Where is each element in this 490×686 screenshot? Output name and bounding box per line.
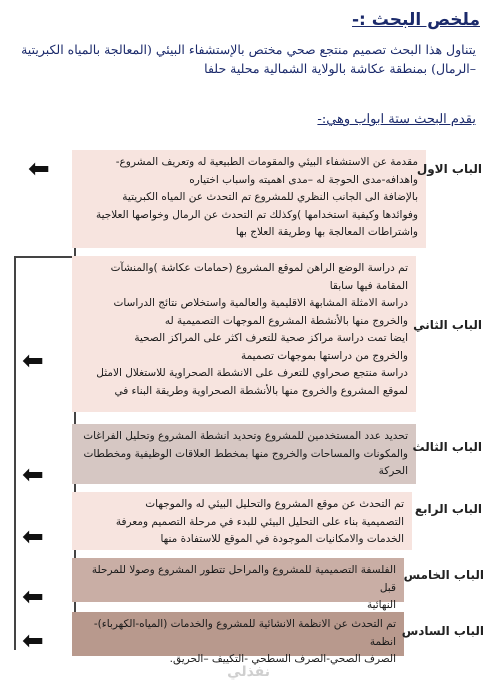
chapter-6-label: الباب السادس [401, 624, 484, 638]
chapter-5-line: النهائية [366, 599, 396, 611]
connector-horizontal-line [14, 256, 74, 258]
chapters-subheading: يقدم البحث ستة ابواب وهي:- [317, 112, 476, 127]
chapter-4-label: الباب الرابع [414, 502, 482, 516]
chapter-5-label: الباب الخامس [403, 568, 484, 582]
chapter-4-box [72, 492, 412, 550]
chapter-5-line: الفلسفة التصميمية للمشروع والمراحل تتطور المشروع وصولا للمرحلة قبل [91, 564, 396, 594]
chapter-4-line: تم التحدث عن موقع المشروع والتحليل البيئي له والموجهات [145, 498, 404, 510]
chapter-3-label: الباب الثالث [412, 440, 482, 454]
arrow-left-icon: ⬅ [22, 346, 44, 376]
chapter-2-line: دراسة الامثلة المشابهة الاقليمية والعالمية واستخلاص نتائج الدراسات [113, 297, 408, 309]
chapter-2-line: والخروج من دراستها بموجهات تصميمة [240, 349, 408, 362]
chapter-2-line: والخروج منها بالأنشطة المشروع الموجهات التصميمية له [164, 314, 408, 327]
chapter-2-line: تم دراسة الوضع الراهن لموقع المشروع (حمامات عكاشة )والمنشآت [110, 262, 408, 274]
watermark: نفذلي [227, 664, 270, 680]
chapter-2-line: المقامة فيها سابقا [329, 279, 408, 292]
chapter-6-line: تم التحدث عن الانظمة الانشائية للمشروع والخدمات (المياه-الكهرباء)-انظمة [93, 618, 396, 648]
intro-paragraph: يتناول هذا البحث تصميم منتجع صحي مختص بالإستشفاء البيئي (المعالجة بالمياه الكبريتية –الرمال) بمنطقة عكاشة بالولاية الشمالية محلية حلفا [21, 42, 476, 76]
arrow-left-icon: ⬅ [22, 626, 44, 656]
chapter-1-line: واهدافه-مدى الحوجة له –مدى اهميته واسباب اختياره [189, 173, 418, 186]
chapter-3-box [72, 424, 416, 484]
chapter-1-line: واشتراطات المعالجة بها وطريقة العلاج بها [235, 226, 418, 238]
connector-vertical-line [14, 256, 16, 650]
chapter-2-line: لموقع المشروع والخروج منها بالأنشطة الصحراوية وطريقة البناء في [114, 384, 408, 397]
page-title: ملخص البحث :- [352, 10, 480, 30]
arrow-left-icon: ⬅ [28, 154, 50, 184]
chapter-1-box [72, 150, 426, 248]
chapter-1-line: مقدمة عن الاستشفاء البيئي والمقومات الطبيعية له وتعريف المشروع- [115, 156, 418, 168]
arrow-left-icon: ⬅ [22, 582, 44, 612]
arrow-left-icon: ⬅ [22, 460, 44, 490]
chapter-6-line: الصرف الصحي-الصرف السطحي -التكييف –الحريق. [169, 653, 396, 665]
chapter-3-line: تحديد عدد المستخدمين للمشروع وتحديد انشطة المشروع وتحليل الفراغات [83, 430, 408, 442]
chapter-2-box [72, 256, 416, 412]
arrow-left-icon: ⬅ [22, 522, 44, 552]
chapter-4-line: التصميمية بناء على التحليل البيئي للبدء في مرحلة التصميم ومعرفة [115, 515, 404, 528]
chapter-5-box [72, 558, 404, 611]
chapter-3-line: والمكونات والمساحات والخروج منها بمخطط العلاقات الوظيفية ومخططات [83, 447, 408, 460]
chapter-2-line: ايضا تمت دراسة مراكز صحية للتعرف اكثر على المراكز الصحية [134, 332, 408, 344]
chapter-1-line: وفوائدها وكيفية استخدامها )وكذلك تم التحدث عن الرمال وخواصها العلاجية [95, 208, 418, 221]
chapter-1-label: الباب الاول [416, 162, 482, 176]
chapter-3-line: الحركة [378, 465, 408, 477]
chapter-6-box [72, 612, 404, 665]
chapter-2-line: دراسة منتجع صحراوي للتعرف على الانشطة الصحراوية للاستغلال الامثل [96, 367, 408, 379]
chapter-4-line: الخدمات والامكانيات الموجودة في الموقع للاستفادة منها [160, 533, 404, 545]
chapter-1-line: بالإضافة الى الجانب النظري للمشروع تم التحدث عن المياه الكبريتية [122, 191, 418, 203]
chapter-2-label: الباب الثاني [413, 318, 482, 332]
